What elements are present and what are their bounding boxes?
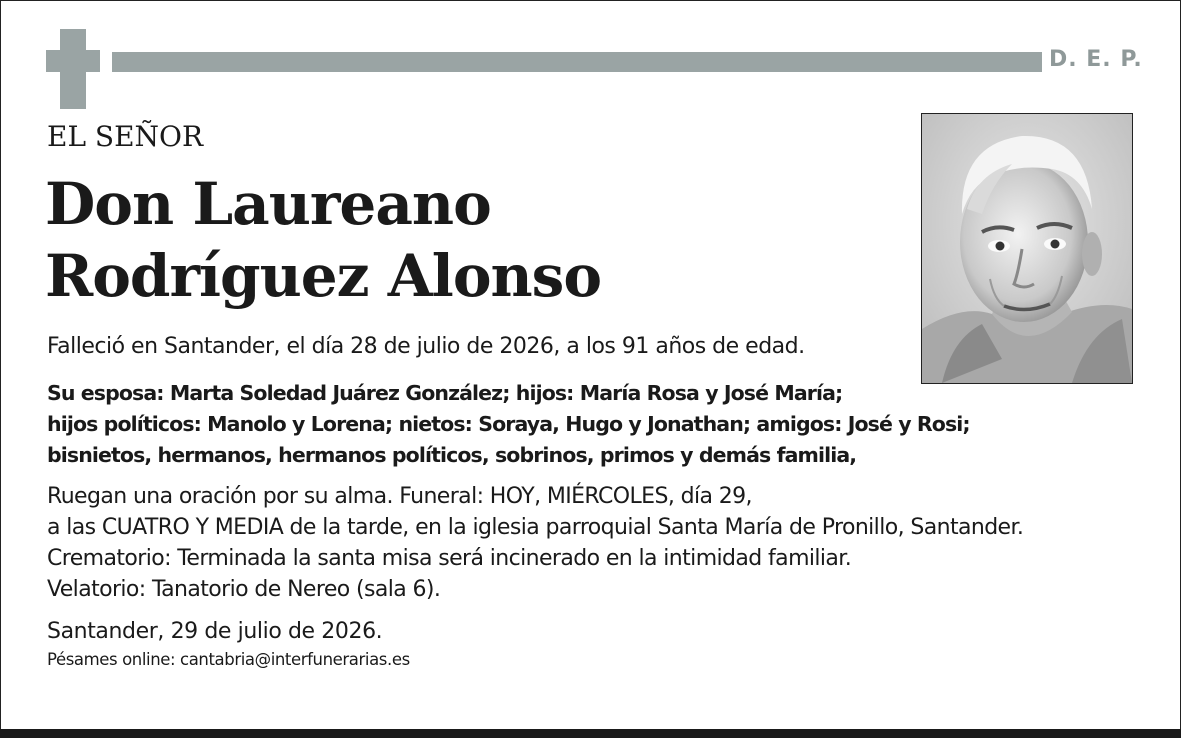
portrait-photo: [921, 113, 1133, 384]
place-date: Santander, 29 de julio de 2026.: [47, 619, 383, 644]
service-line: Crematorio: Terminada la santa misa será incinerado en la intimidad familiar.: [47, 546, 852, 571]
family-line: bisnietos, hermanos, hermanos políticos, sobrinos, primos y demás familia,: [47, 443, 857, 467]
portrait-illustration: [922, 114, 1132, 383]
death-statement: Falleció en Santander, el día 28 de julio de 2026, a los 91 años de edad.: [47, 334, 805, 359]
bottom-rule: [0, 729, 1181, 738]
family-line: Su esposa: Marta Soledad Juárez González; hijos: María Rosa y José María;: [47, 381, 843, 405]
name-line-1: Don Laureano: [45, 170, 491, 238]
dep-label: D. E. P.: [1049, 47, 1143, 72]
service-line: Ruegan una oración por su alma. Funeral: HOY, MIÉRCOLES, día 29,: [47, 484, 752, 509]
service-details: [47, 481, 1023, 605]
name-line-2: Rodríguez Alonso: [45, 242, 602, 310]
family-list: [47, 378, 970, 471]
service-line: Velatorio: Tanatorio de Nereo (sala 6).: [47, 577, 441, 602]
service-line: a las CUATRO Y MEDIA de la tarde, en la iglesia parroquial Santa María de Pronillo, Santander.: [47, 515, 1024, 540]
header-rule: [112, 52, 1042, 72]
family-line: hijos políticos: Manolo y Lorena; nietos: Soraya, Hugo y Jonathan; amigos: José y Rosi;: [47, 412, 970, 436]
honorific: EL SEÑOR: [47, 120, 204, 153]
deceased-name: [45, 168, 601, 312]
condolences-email: Pésames online: cantabria@interfunerarias.es: [47, 650, 410, 669]
